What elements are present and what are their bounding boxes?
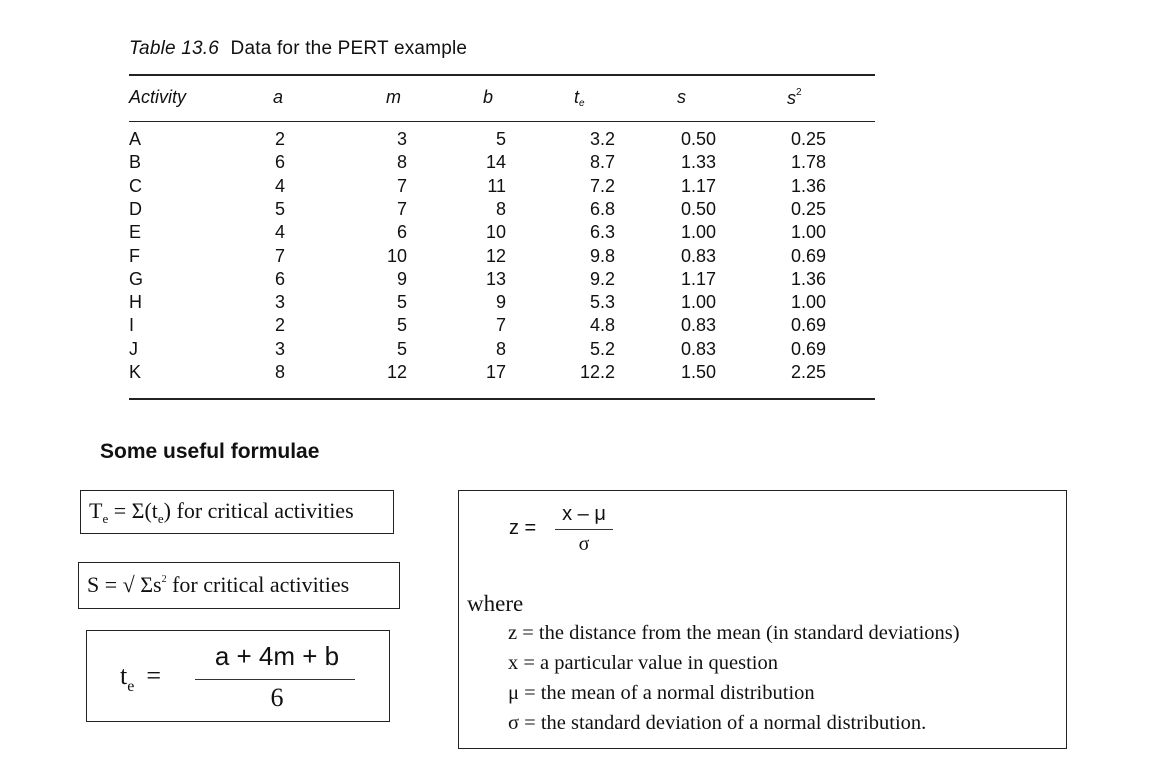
cell-m: 12 — [386, 362, 407, 382]
cell-te: 5.3 — [589, 292, 615, 313]
table-header-rule — [129, 121, 875, 122]
cell-s: 1.17 — [680, 268, 716, 289]
table-row — [0, 338, 900, 361]
cell-s: 1.33 — [680, 152, 716, 173]
te-fraction-lhs — [120, 661, 161, 696]
cell-s-squared: 0.69 — [790, 315, 826, 336]
table-row — [0, 198, 900, 221]
cell-b: 14 — [485, 152, 506, 173]
cell-te: 12.2 — [579, 362, 615, 382]
cell-m: 10 — [386, 245, 407, 266]
table-row — [0, 245, 900, 268]
cell-a: 3 — [274, 292, 285, 313]
header-b: b — [483, 87, 494, 107]
cell-m: 5 — [396, 292, 407, 313]
cell-activity: B — [129, 152, 142, 173]
table-row — [0, 361, 900, 384]
cell-a: 2 — [274, 315, 285, 336]
cell-b: 17 — [485, 362, 506, 382]
te-total-formula-box — [80, 490, 394, 534]
header-te-sub: e — [579, 98, 585, 109]
table-row — [0, 314, 900, 337]
header-a: a — [273, 87, 284, 107]
cell-b: 9 — [495, 292, 506, 313]
header-s2-sup: 2 — [796, 87, 802, 98]
cell-m: 8 — [396, 152, 407, 173]
definition-sigma: σ = the standard deviation of a normal distribution. — [508, 712, 927, 734]
cell-s: 1.00 — [680, 222, 716, 243]
te-total-arg-sub: e — [157, 511, 164, 526]
z-fraction-bar — [555, 529, 613, 530]
table-row — [0, 151, 900, 174]
cell-a: 5 — [274, 198, 285, 219]
s-total-formula-box — [78, 562, 400, 609]
cell-s-squared: 0.69 — [790, 245, 826, 266]
te-fraction-formula-box — [86, 630, 390, 722]
cell-b: 11 — [487, 175, 506, 196]
cell-s-squared: 2.25 — [790, 362, 826, 382]
caption-number: Table 13.6 — [129, 38, 220, 59]
formulae-heading: Some useful formulae — [100, 440, 320, 463]
table-row — [0, 268, 900, 291]
header-te-base: t — [574, 87, 580, 107]
header-activity: Activity — [129, 87, 187, 107]
cell-b: 5 — [495, 129, 506, 149]
cell-te: 6.8 — [589, 198, 615, 219]
definition-mu: μ = the mean of a normal distribution — [508, 682, 815, 704]
cell-s: 0.83 — [680, 315, 716, 336]
cell-te: 9.2 — [589, 268, 615, 289]
definition-x: x = a particular value in question — [508, 652, 779, 674]
te-total-sum: = Σ(t — [108, 498, 158, 523]
cell-s-squared: 1.00 — [790, 222, 826, 243]
cell-activity: D — [129, 198, 142, 219]
cell-activity: I — [129, 315, 135, 336]
z-denominator: σ — [578, 533, 590, 555]
cell-m: 7 — [396, 175, 407, 196]
cell-b: 8 — [495, 338, 506, 359]
te-fraction-denominator: 6 — [270, 683, 284, 712]
s-total-rest: for critical activities — [166, 572, 350, 597]
cell-b: 10 — [485, 222, 506, 243]
cell-activity: E — [129, 222, 142, 243]
te-total-lhs-sub: e — [102, 511, 109, 526]
cell-activity: J — [129, 338, 138, 359]
header-m: m — [386, 87, 401, 107]
cell-te: 7.2 — [589, 175, 615, 196]
header-te — [574, 87, 585, 109]
cell-b: 13 — [485, 268, 506, 289]
cell-s-squared: 0.25 — [790, 129, 826, 149]
header-s: s — [677, 87, 686, 107]
cell-activity: C — [129, 175, 142, 196]
cell-s-squared: 1.00 — [790, 292, 826, 313]
cell-s: 0.83 — [680, 245, 716, 266]
cell-s-squared: 1.36 — [790, 268, 826, 289]
te-total-formula — [89, 498, 354, 527]
cell-s: 0.50 — [680, 198, 716, 219]
cell-m: 6 — [396, 222, 407, 243]
z-score-formula-box — [458, 490, 1067, 749]
cell-activity: H — [129, 292, 142, 313]
te-fraction-bar — [195, 679, 355, 680]
table-row — [0, 128, 900, 151]
cell-a: 4 — [274, 175, 285, 196]
te-fraction-lhs-sub: e — [127, 678, 135, 695]
cell-b: 7 — [495, 315, 506, 336]
cell-a: 7 — [274, 245, 285, 266]
z-lhs: z = — [509, 517, 537, 539]
table-bottom-rule — [129, 398, 875, 400]
cell-s-squared: 1.36 — [790, 175, 826, 196]
cell-s: 1.17 — [680, 175, 716, 196]
cell-a: 2 — [274, 129, 285, 149]
cell-te: 6.3 — [589, 222, 615, 243]
cell-a: 6 — [274, 152, 285, 173]
cell-activity: A — [129, 129, 142, 149]
s-total-sup: 2 — [161, 574, 167, 585]
cell-te: 8.7 — [589, 152, 615, 173]
cell-activity: K — [129, 362, 142, 382]
cell-te: 9.8 — [589, 245, 615, 266]
cell-s-squared: 1.78 — [790, 152, 826, 173]
cell-m: 5 — [396, 315, 407, 336]
cell-a: 8 — [274, 362, 285, 382]
te-total-lhs: T — [89, 498, 103, 523]
table-row — [0, 221, 900, 244]
cell-te: 3.2 — [589, 129, 615, 149]
cell-s: 1.00 — [680, 292, 716, 313]
cell-a: 4 — [274, 222, 285, 243]
header-s2-base: s — [787, 88, 796, 108]
header-s-squared — [787, 87, 802, 109]
s-total-formula — [87, 572, 349, 598]
caption-title: Data for the PERT example — [230, 38, 468, 59]
cell-s-squared: 0.69 — [790, 338, 826, 359]
cell-s: 0.50 — [680, 129, 716, 149]
z-numerator: x – μ — [562, 503, 606, 525]
cell-m: 9 — [396, 268, 407, 289]
cell-b: 8 — [495, 198, 506, 219]
definition-z: z = the distance from the mean (in standard deviations) — [508, 622, 960, 644]
cell-a: 3 — [274, 338, 285, 359]
cell-activity: G — [129, 268, 144, 289]
cell-te: 5.2 — [589, 338, 615, 359]
te-fraction-numerator: a + 4m + b — [214, 641, 340, 671]
where-label: where — [467, 591, 524, 616]
cell-activity: F — [129, 245, 140, 266]
s-total-pre: S = √ Σs — [87, 572, 162, 597]
te-fraction-equals: = — [146, 661, 162, 690]
cell-a: 6 — [274, 268, 285, 289]
cell-s: 1.50 — [680, 362, 716, 382]
te-total-rest: ) for critical activities — [163, 498, 354, 523]
cell-s-squared: 0.25 — [790, 198, 826, 219]
table-row — [0, 291, 900, 314]
table-caption — [129, 38, 467, 60]
te-fraction-lhs-base: t — [120, 661, 128, 690]
cell-m: 7 — [396, 198, 407, 219]
cell-m: 5 — [396, 338, 407, 359]
cell-m: 3 — [396, 129, 407, 149]
cell-te: 4.8 — [589, 315, 615, 336]
table-top-rule — [129, 74, 875, 76]
table-row — [0, 175, 900, 198]
cell-b: 12 — [485, 245, 506, 266]
cell-s: 0.83 — [680, 338, 716, 359]
